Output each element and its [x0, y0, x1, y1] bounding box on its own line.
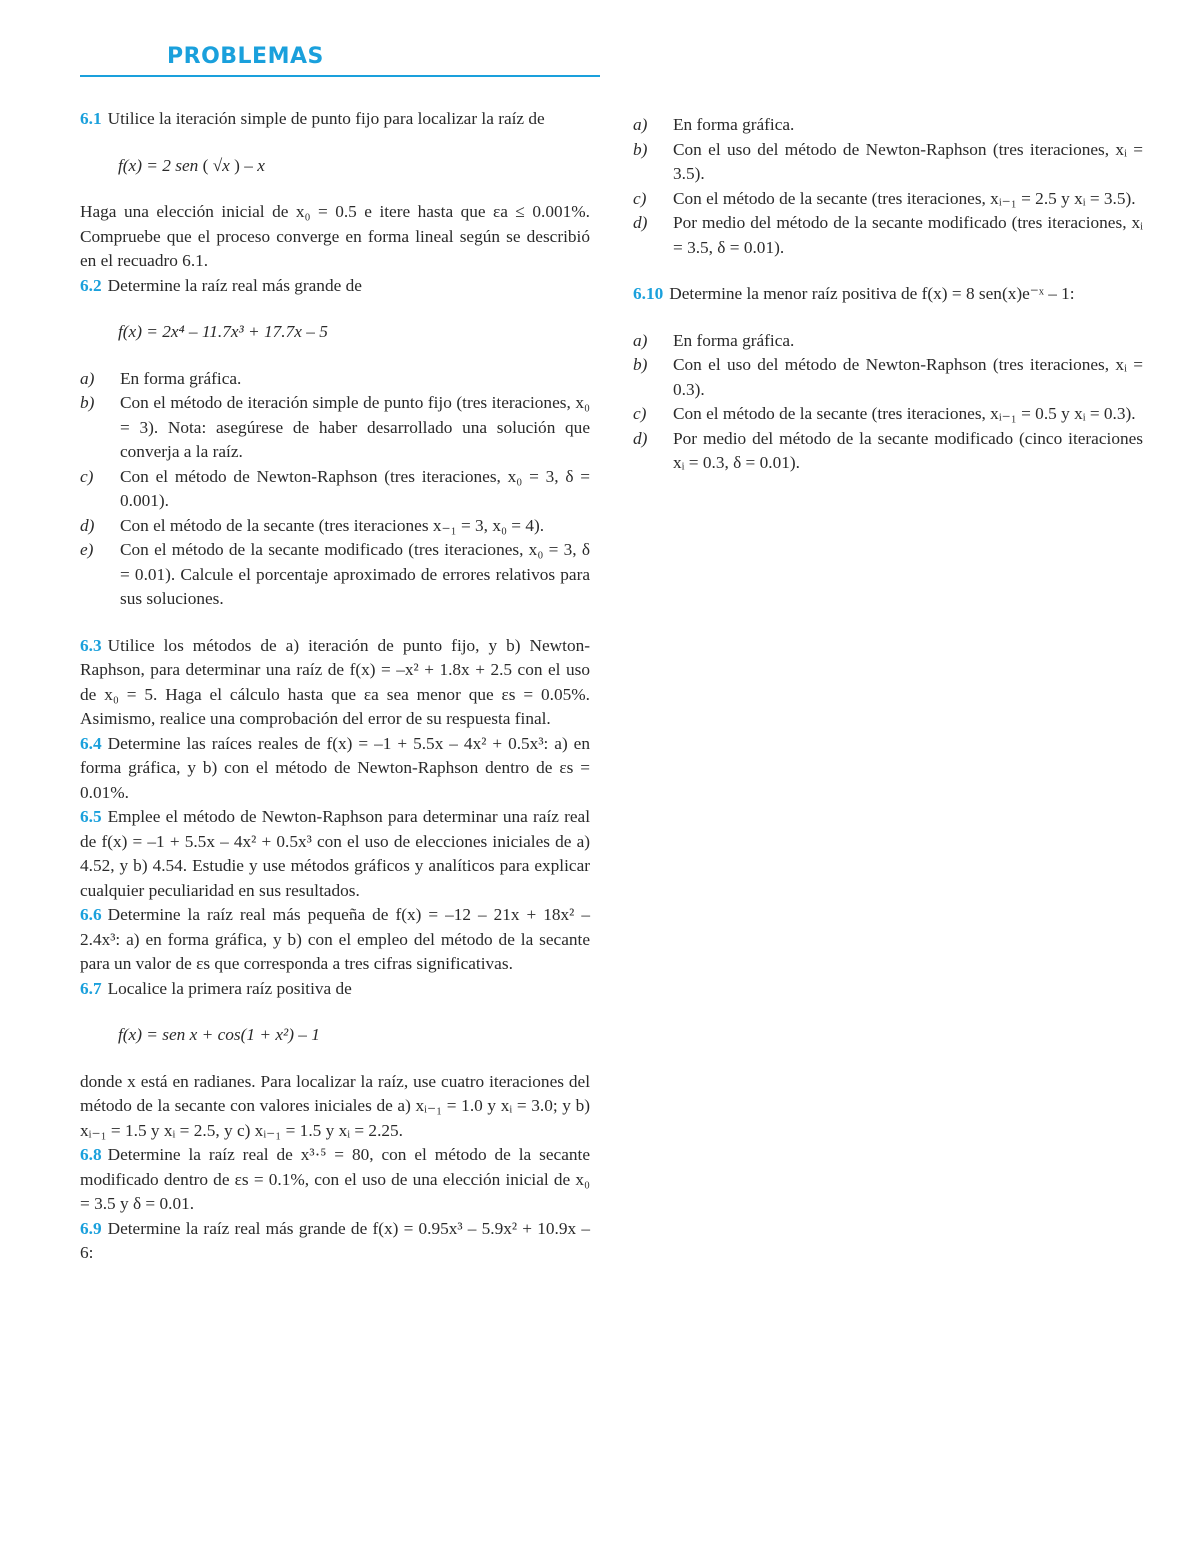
problem-number: 6.2	[80, 275, 102, 295]
section-header	[80, 44, 600, 77]
list-item: b) Con el método de iteración simple de punto fijo (tres iteraciones, x₀ = 3). Nota: asegúrese de haber desarrollado una solución que converja a la raíz.	[80, 393, 590, 461]
formula-6-7: f(x) = sen x + cos(1 + x²) – 1	[118, 1025, 320, 1044]
header-rule	[80, 75, 600, 77]
problem-text: Localice la primera raíz positiva de	[107, 978, 352, 998]
list-item: a) En forma gráfica.	[633, 330, 795, 350]
problem-number: 6.5	[80, 807, 102, 826]
problem-text: Determine la raíz real más grande de	[107, 275, 362, 295]
list-item: e) Con el método de la secante modificado (tres iteraciones, x₀ = 3, δ = 0.01). Calcule el porcentaje aproximado de errores relativos para sus soluciones.	[80, 540, 590, 608]
formula-6-2: f(x) = 2x⁴ – 11.7x³ + 17.7x – 5	[118, 322, 328, 341]
problem-number: 6.3	[80, 635, 102, 655]
left-column	[80, 107, 590, 1266]
right-column	[633, 113, 1143, 476]
list-item: c) Con el método de la secante (tres iteraciones, xᵢ₋₁ = 0.5 y xᵢ = 0.3).	[633, 404, 1136, 423]
problem-6-7	[80, 977, 590, 1002]
problem-6-2	[80, 274, 590, 299]
problem-number: 6.10	[633, 284, 664, 303]
problem-6-3	[80, 634, 590, 732]
problem-number: 6.4	[80, 733, 102, 753]
problem-6-5	[80, 805, 590, 903]
problem-6-9	[80, 1217, 590, 1266]
list-item: c) Con el método de Newton-Raphson (tres iteraciones, x₀ = 3, δ = 0.001).	[80, 466, 590, 510]
list-item: c) Con el método de la secante (tres iteraciones, xᵢ₋₁ = 2.5 y xᵢ = 3.5).	[633, 188, 1136, 208]
problem-number: 6.8	[80, 1145, 102, 1164]
problem-number: 6.9	[80, 1218, 102, 1238]
list-item: a) En forma gráfica.	[633, 115, 795, 134]
problem-6-4	[80, 732, 590, 806]
list-item: b) Con el uso del método de Newton-Raphson (tres iteraciones, xᵢ = 3.5).	[633, 139, 1143, 183]
list-item: d) Con el método de la secante (tres iteraciones x₋₁ = 3, x₀ = 4).	[80, 515, 545, 535]
problem-6-8	[80, 1143, 590, 1217]
problem-6-1	[80, 107, 590, 132]
problem-text: Determine la raíz real de x³·⁵ = 80, con el método de la secante modificado dentro de εs = 0.1%, con el uso de una elección inicial de x₀ = 3.5 y δ = 0.01.	[80, 1145, 590, 1213]
list-item: d) Por medio del método de la secante modificado (cinco iteraciones xᵢ = 0.3, δ = 0.01).	[633, 428, 1143, 472]
problem-text: Determine la menor raíz positiva de f(x) = 8 sen(x)e⁻ˣ – 1:	[669, 284, 1075, 303]
problem-text: Determine la raíz real más pequeña de f(x) = –12 – 21x + 18x² – 2.4x³: a) en forma gráfica, y b) con el empleo del método de la secante para un valor de εs que corresponda a tres cifras significativas.	[80, 905, 590, 973]
problem-text: Determine las raíces reales de f(x) = –1 + 5.5x – 4x² + 0.5x³: a) en forma gráfica, y b) con el método de Newton-Raphson dentro de εs = 0.01%.	[80, 733, 590, 802]
problem-text: Determine la raíz real más grande de f(x) = 0.95x³ – 5.9x² + 10.9x – 6:	[80, 1218, 590, 1262]
problem-6-10	[633, 282, 1143, 307]
list-item: b) Con el uso del método de Newton-Raphson (tres iteraciones, xᵢ = 0.3).	[633, 355, 1143, 399]
formula-6-1: f(x) = 2 sen ( √x ) – x	[118, 155, 265, 175]
problem-text: Emplee el método de Newton-Raphson para determinar una raíz real de f(x) = –1 + 5.5x – 4x² + 0.5x³ con el uso de elecciones iniciales de a) 4.52, y b) 4.54. Estudie y use métodos gráficos y analíticos para explicar cualquier peculiaridad en sus resultados.	[80, 807, 590, 900]
problem-6-6	[80, 903, 590, 977]
problem-6-7-body: donde x está en radianes. Para localizar la raíz, use cuatro iteraciones del método de la secante con valores iniciales de a) xᵢ₋₁ = 1.0 y xᵢ = 3.0; y b) xᵢ₋₁ = 1.5 y xᵢ = 2.5, y c) xᵢ₋₁ = 1.5 y xᵢ = 2.25.	[80, 1071, 590, 1140]
problem-text: Utilice los métodos de a) iteración de punto fijo, y b) Newton-Raphson, para determinar una raíz de f(x) = –x² + 1.8x + 2.5 con el uso de x₀ = 5. Haga el cálculo hasta que εa sea menor que εs = 0.05%. Asimismo, realice una comprobación del error de su respuesta final.	[80, 635, 590, 728]
problem-number: 6.7	[80, 978, 102, 998]
problem-number: 6.1	[80, 109, 102, 128]
problem-number: 6.6	[80, 905, 102, 924]
problem-6-1-body: Haga una elección inicial de x₀ = 0.5 e itere hasta que εa ≤ 0.001%. Compruebe que el proceso converge en forma lineal según se describió en el recuadro 6.1.	[80, 202, 590, 270]
section-title: PROBLEMAS	[167, 44, 324, 69]
problem-text: Utilice la iteración simple de punto fijo para localizar la raíz de	[107, 109, 545, 128]
list-item: d) Por medio del método de la secante modificado (tres iteraciones, xᵢ = 3.5, δ = 0.01).	[633, 213, 1143, 257]
list-item: a) En forma gráfica.	[80, 368, 242, 388]
